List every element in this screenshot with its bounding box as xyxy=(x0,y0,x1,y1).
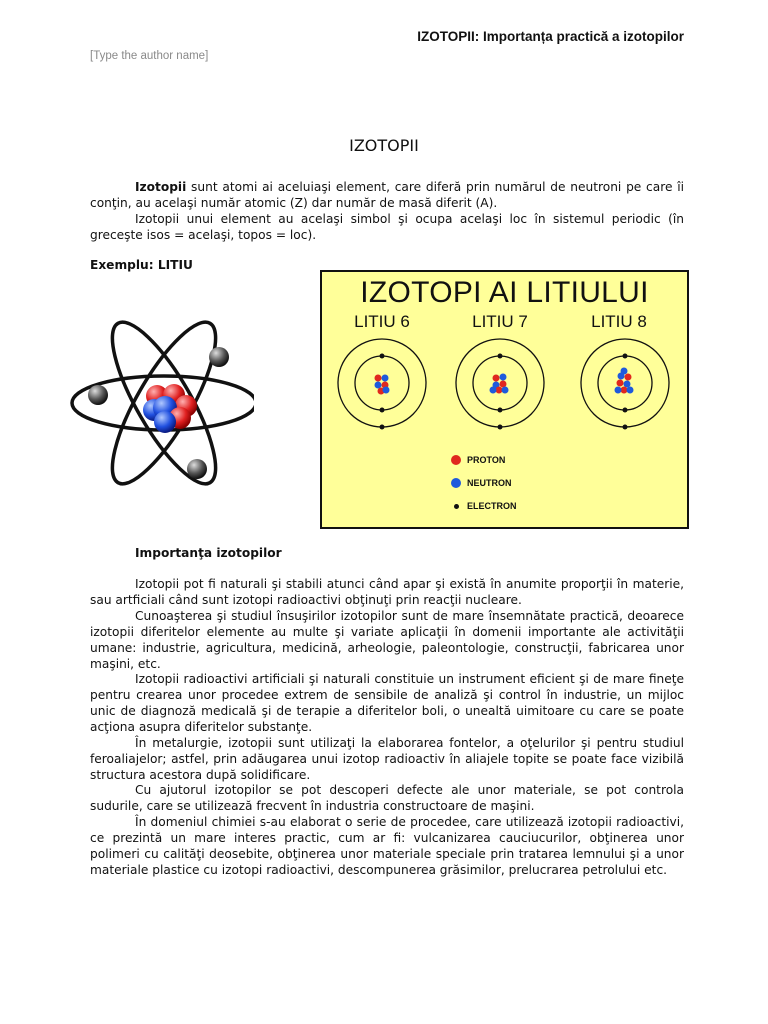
body-text-1: Izotopii pot fi naturali şi stabili atunci când apar şi există în anumite proporţii în materie, sau artficiali când sunt izotopi radioactivi obţinuţi prin reacţii nucleare. xyxy=(90,577,684,607)
body-text-5: Cu ajutorul izotopilor se pot descoperi defecte ale unor materiale, se pot controla sudurile, care se utilizează frecvent în industria constructoare de maşini. xyxy=(90,783,684,813)
section-heading: Importanţa izotopilor xyxy=(135,546,282,560)
nucleus-litiu-6 xyxy=(375,375,390,395)
atom-illustration xyxy=(64,300,254,490)
lithium-isotopes-figure xyxy=(320,270,689,529)
body-paragraph-3 xyxy=(90,672,684,736)
author-placeholder[interactable]: [Type the author name] xyxy=(90,50,209,62)
electron-2 xyxy=(88,385,108,405)
electron-3 xyxy=(187,459,207,479)
body-text-6: În domeniul chimiei s-au elaborat o serie de procedee, care utilizează izotopii radioactivi, ce prezintă un mare interes practic, cum ar fi: vulcanizarea cauciucurilor, obţinerea unor polimeri cu calităţi deosebite, obţinerea unor materiale speciale prin tratarea lemnului şi a unor materiale plastice cu izotopi radioactivi, descompunerea grăsimilor, prelucrarea petrolului etc. xyxy=(90,815,684,877)
legend-electron: ELECTRON xyxy=(467,501,517,511)
isotope-label-1: LITIU 6 xyxy=(354,312,410,331)
nucleus-litiu-7 xyxy=(490,374,509,394)
nucleus-litiu-8 xyxy=(615,368,634,394)
isotope-label-3: LITIU 8 xyxy=(591,312,647,331)
intro-p1-text: sunt atomi ai aceluiaşi element, care diferă prin numărul de neutroni pe care îi conţin, au acelaşi număr atomic (Z) dar număr de masă diferit (A). xyxy=(90,180,684,210)
isotope-atoms xyxy=(322,330,687,445)
intro-p2-text: Izotopii unui element au acelaşi simbol şi ocupa acelaşi loc în sistemul periodic (în greceşte isos = acelaşi, topos = loc). xyxy=(90,212,684,242)
example-heading: Exemplu: LITIU xyxy=(90,258,193,272)
page-header-title: IZOTOPII: Importanța practică a izotopilor xyxy=(417,29,684,44)
body-paragraph-1 xyxy=(90,577,684,609)
electron-icon xyxy=(454,504,459,509)
legend-neutron: NEUTRON xyxy=(467,478,512,488)
body-paragraph-2 xyxy=(90,609,684,673)
body-paragraph-5 xyxy=(90,783,684,815)
body-text-2: Cunoaşterea şi studiul însuşirilor izotopilor sunt de mare însemnătate practică, deoarece izotopii diferitelor elemente au multe şi variate aplicaţii în domenii importante ale activităţii umane: industrie, agricultura, medicină, arheologie, paleontologie, construcţii, fabricarea unor maşini, etc. xyxy=(90,609,684,671)
body-text-3: Izotopii radioactivi artificiali şi naturali constituie un instrument eficient şi de mare fineţe pentru crearea unor procedee extrem de sensibile de analiză şi control în industrie, un mijloc unic de diagnoză medicală şi de terapie a diferitelor boli, o unealtă uimitoare cu care se poate acţiona asupra diferitelor substanţe. xyxy=(90,672,684,734)
intro-paragraph-1 xyxy=(90,180,684,212)
body-text-4: În metalurgie, izotopii sunt utilizaţi la elaborarea fontelor, a oţelurilor şi pentru studiul feroaliajelor; astfel, prin adăugarea unui izotop radioactiv în aliajele topite se poate face vizibilă structura acestora după solidificare. xyxy=(90,736,684,782)
proton-icon xyxy=(451,455,461,465)
intro-paragraph-2 xyxy=(90,212,684,244)
intro-term: Izotopii xyxy=(135,180,187,194)
electron-1 xyxy=(209,347,229,367)
figure-title: IZOTOPI AI LITIULUI xyxy=(360,276,649,309)
neutron-icon xyxy=(451,478,461,488)
isotope-label-2: LITIU 7 xyxy=(472,312,528,331)
document-title: IZOTOPII xyxy=(349,136,419,155)
legend-proton: PROTON xyxy=(467,455,506,465)
body-paragraph-4 xyxy=(90,736,684,784)
body-paragraph-6 xyxy=(90,815,684,879)
